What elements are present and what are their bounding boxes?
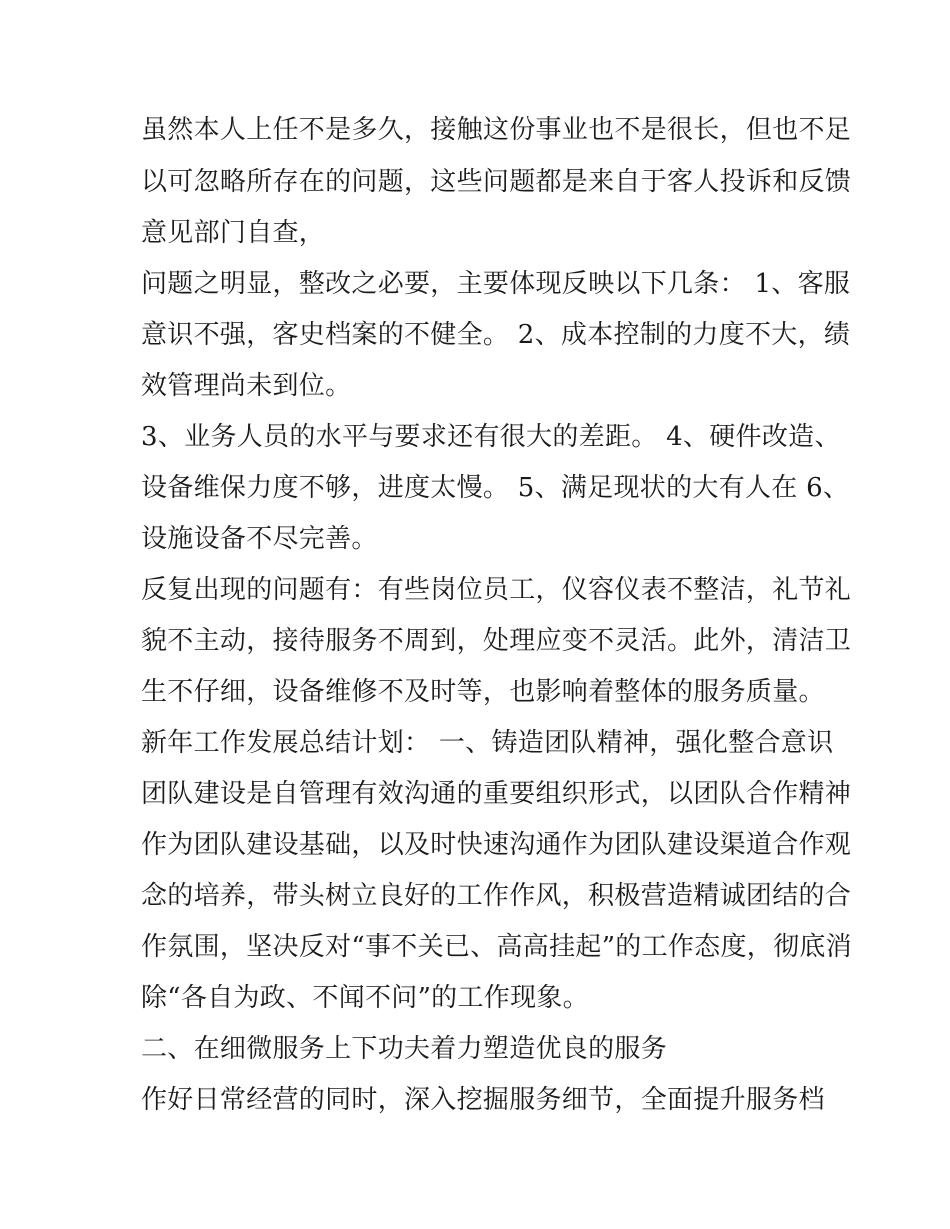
text-line: 反复出现的问题有：有些岗位员工，仪容仪表不整洁，礼节礼 <box>141 575 852 605</box>
text-line: 作好日常经营的同时，深入挖掘服务细节，全面提升服务档 <box>141 1085 825 1115</box>
text-line: 设施设备不尽完善。 <box>141 524 378 554</box>
text-line: 虽然本人上任不是多久，接触这份事业也不是很长，但也不足 <box>141 115 852 145</box>
text-line: 除“各自为政、不闻不问”的工作现象。 <box>141 983 589 1013</box>
text-line: 新年工作发展总结计划： 一、铸造团队精神，强化整合意识 <box>141 728 834 758</box>
text-line: 以可忽略所存在的问题，这些问题都是来自于客人投诉和反馈 <box>141 167 852 197</box>
text-line: 意识不强，客史档案的不健全。 2、成本控制的力度不大，绩 <box>141 320 851 350</box>
text-line: 设备维保力度不够，进度太慢。 5、满足现状的大有人在 6、 <box>141 473 850 503</box>
text-line: 3、业务人员的水平与要求还有很大的差距。 4、硬件改造、 <box>141 422 841 452</box>
text-line: 作为团队建设基础，以及时快速沟通作为团队建设渠道合作观 <box>141 830 852 860</box>
text-line: 生不仔细，设备维修不及时等，也影响着整体的服务质量。 <box>141 677 825 707</box>
text-line: 意见部门自查， <box>141 218 326 248</box>
text-line: 问题之明显，整改之必要，主要体现反映以下几条： 1、客服 <box>141 269 851 299</box>
text-line: 二、在细微服务上下功夫着力塑造优良的服务 <box>141 1034 668 1064</box>
text-line: 貌不主动，接待服务不周到，处理应变不灵活。此外，清洁卫 <box>141 626 852 656</box>
text-line: 念的培养，带头树立良好的工作作风，积极营造精诚团结的合 <box>141 881 852 911</box>
text-line: 效管理尚未到位。 <box>141 371 352 401</box>
text-line: 作氛围，坚决反对“事不关已、高高挂起”的工作态度，彻底消 <box>141 932 852 962</box>
text-line: 团队建设是自管理有效沟通的重要组织形式，以团队合作精神 <box>141 779 852 809</box>
